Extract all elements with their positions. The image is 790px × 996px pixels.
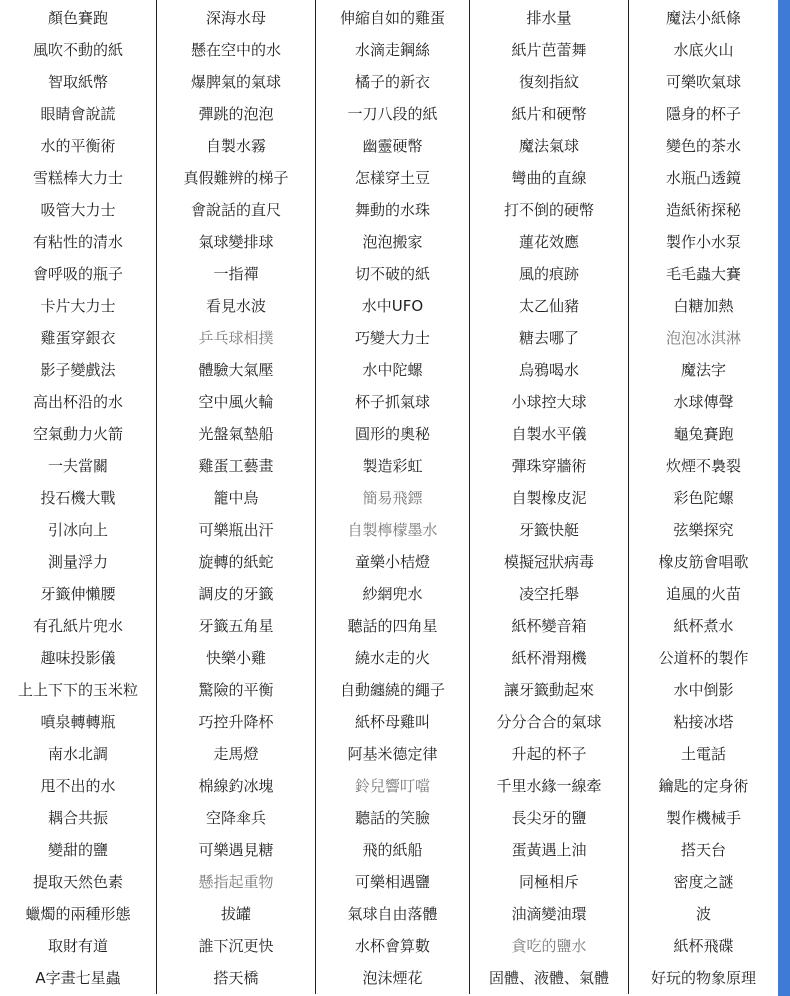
table-cell: 童樂小桔燈	[316, 546, 470, 578]
table-cell: 水球傳聲	[673, 392, 734, 411]
table-cell: 製造彩虹	[316, 450, 470, 482]
table-cell: 鈴兒響叮噹	[316, 770, 470, 802]
table-cell: 變甜的鹽	[0, 834, 157, 866]
table-cell: 甩不出的水	[0, 770, 157, 802]
table-cell: 毛毛蟲大賽	[665, 264, 741, 283]
table-cell: 排水量	[470, 2, 629, 34]
table-cell: 巧控升降杯	[157, 706, 316, 738]
table-cell: 切不破的紙	[316, 258, 470, 290]
table-cell: 彈珠穿牆術	[470, 450, 629, 482]
table-cell: 紙杯飛碟	[673, 936, 734, 955]
table-cell: 自製水霧	[157, 130, 316, 162]
table-cell: 搭天台	[680, 840, 726, 859]
table-cell: 有粘性的清水	[0, 226, 157, 258]
table-cell: 追風的火苗	[665, 584, 741, 603]
table-cell: 驚險的平衡	[157, 674, 316, 706]
table-cell: 一刀八段的紙	[316, 98, 470, 130]
table-cell: 分分合合的氣球	[470, 706, 629, 738]
table-cell: 影子變戲法	[0, 354, 157, 386]
table-cell: 自製檸檬墨水	[316, 514, 470, 546]
table-cell: 繞水走的火	[316, 642, 470, 674]
table-cell: 飛的紙船	[316, 834, 470, 866]
table-cell: 紙杯煮水	[673, 616, 734, 635]
table-cell: 製作機械手	[665, 808, 741, 827]
table-cell: 長尖牙的鹽	[470, 802, 629, 834]
table-cell: 引冰向上	[0, 514, 157, 546]
table-cell: 魔法字	[680, 360, 726, 379]
table-cell: 白糖加熱	[673, 296, 734, 315]
table-cell: 彩色陀螺	[673, 488, 734, 507]
table-cell: 泡泡搬家	[316, 226, 470, 258]
table-cell: 牙籤伸懶腰	[0, 578, 157, 610]
table-cell: 油滴變油環	[470, 898, 629, 930]
table-cell: 調皮的牙籤	[157, 578, 316, 610]
table-cell: 舞動的水珠	[316, 194, 470, 226]
table-cell: 體驗大氣壓	[157, 354, 316, 386]
table-cell: 水中倒影	[673, 680, 734, 699]
table-cell: 烏鴉喝水	[470, 354, 629, 386]
table-cell: 可樂吹氣球	[665, 72, 741, 91]
table-cell: 高出杯沿的水	[0, 386, 157, 418]
table-cell: 一夫當關	[0, 450, 157, 482]
table-cell: 可樂瓶出汗	[157, 514, 316, 546]
table-cell: 好玩的物象原理	[650, 968, 756, 987]
table-cell: 爆脾氣的氣球	[157, 66, 316, 98]
table-cell: 懸指起重物	[157, 866, 316, 898]
table-cell: 伸縮自如的雞蛋	[316, 2, 470, 34]
table-cell: 氣球變排球	[157, 226, 316, 258]
table-cell: A字畫七星蟲	[0, 962, 157, 994]
table-cell: 棉線釣冰塊	[157, 770, 316, 802]
table-cell: 水中陀螺	[316, 354, 470, 386]
table-cell: 幽靈硬幣	[316, 130, 470, 162]
table-cell: 噴泉轉轉瓶	[0, 706, 157, 738]
table-cell: 真假難辨的梯子	[157, 162, 316, 194]
table-cell: 粘接冰塔	[673, 712, 734, 731]
table-cell: 紙杯滑翔機	[470, 642, 629, 674]
table-cell: 空氣動力火箭	[0, 418, 157, 450]
table-cell: 光盤氣墊船	[157, 418, 316, 450]
table-cell: 卡片大力士	[0, 290, 157, 322]
table-cell: 波	[695, 904, 711, 923]
table-cell: 聽話的笑臉	[316, 802, 470, 834]
table-cell: 讓牙籤動起來	[470, 674, 629, 706]
table-cell: 紙片芭蕾舞	[470, 34, 629, 66]
table-cell: 橘子的新衣	[316, 66, 470, 98]
table-cell: 龜兔賽跑	[673, 424, 734, 443]
table-cell: 紙片和硬幣	[470, 98, 629, 130]
table-cell: 固體、液體、氣體	[470, 962, 629, 994]
table-cell: 魔法氣球	[470, 130, 629, 162]
table-cell: 會呼吸的瓶子	[0, 258, 157, 290]
table-cell: 氣球自由落體	[316, 898, 470, 930]
table-cell: 炊煙不裊裂	[665, 456, 741, 475]
table-cell: 紙杯變音箱	[470, 610, 629, 642]
table-cell: 小球控大球	[470, 386, 629, 418]
table-cell: 打不倒的硬幣	[470, 194, 629, 226]
table-cell: 泡沫煙花	[316, 962, 470, 994]
table-cell: 籠中鳥	[157, 482, 316, 514]
table-cell: 弦樂探究	[673, 520, 734, 539]
table-cell: 紙杯母雞叫	[316, 706, 470, 738]
table-cell: 彈跳的泡泡	[157, 98, 316, 130]
table-cell: 千里水緣一線牽	[470, 770, 629, 802]
table-cell: 測量浮力	[0, 546, 157, 578]
table-cell: 一指禪	[157, 258, 316, 290]
table-cell: 造紙術探秘	[665, 200, 741, 219]
table-cell: 製作小水泵	[665, 232, 741, 251]
table-cell: 可樂遇見糖	[157, 834, 316, 866]
table-cell: 誰下沉更快	[157, 930, 316, 962]
table-cell: 凌空托舉	[470, 578, 629, 610]
table-cell: 拔罐	[157, 898, 316, 930]
table-cell: 眼睛會說謊	[0, 98, 157, 130]
table-cell: 聽話的四角星	[316, 610, 470, 642]
table-cell: 搭天橋	[157, 962, 316, 994]
table-cell: 智取紙幣	[0, 66, 157, 98]
table-cell: 懸在空中的水	[157, 34, 316, 66]
table-cell: 有孔紙片兜水	[0, 610, 157, 642]
table-cell: 怎樣穿土豆	[316, 162, 470, 194]
table-cell: 吸管大力士	[0, 194, 157, 226]
table-cell: 雞蛋工藝畫	[157, 450, 316, 482]
table-cell: 貪吃的鹽水	[470, 930, 629, 962]
table-cell: 密度之謎	[673, 872, 734, 891]
table-cell: 變色的茶水	[665, 136, 741, 155]
table-cell: 取財有道	[0, 930, 157, 962]
table-cell: 蠟燭的兩種形態	[0, 898, 157, 930]
table-cell: 蓮花效應	[470, 226, 629, 258]
table-cell: 杯子抓氣球	[316, 386, 470, 418]
table-cell: 水瓶凸透鏡	[665, 168, 741, 187]
table-cell: 看見水波	[157, 290, 316, 322]
table-cell: 隱身的杯子	[665, 104, 741, 123]
table-cell: 風吹不動的紙	[0, 34, 157, 66]
table-cell: 土電話	[680, 744, 726, 763]
table-cell: 同極相斥	[470, 866, 629, 898]
table-cell: 自製橡皮泥	[470, 482, 629, 514]
table-cell: 走馬燈	[157, 738, 316, 770]
table-cell: 雞蛋穿銀衣	[0, 322, 157, 354]
table-cell: 乒乓球相撲	[157, 322, 316, 354]
table-cell: 空中風火輪	[157, 386, 316, 418]
table-cell: 提取天然色素	[0, 866, 157, 898]
table-cell: 耦合共振	[0, 802, 157, 834]
table-cell: 牙籤快艇	[470, 514, 629, 546]
table-cell: 空降傘兵	[157, 802, 316, 834]
table-cell: 可樂相遇鹽	[316, 866, 470, 898]
table-cell: 圓形的奧秘	[316, 418, 470, 450]
table-cell: 糖去哪了	[470, 322, 629, 354]
table-cell: 升起的杯子	[470, 738, 629, 770]
table-cell: 魔法小紙條	[665, 8, 741, 27]
table-cell: 橡皮筋會唱歌	[658, 552, 749, 571]
table-cell: 阿基米德定律	[316, 738, 470, 770]
table-cell: 太乙仙豬	[470, 290, 629, 322]
table-cell: 模擬冠狀病毒	[470, 546, 629, 578]
table-cell: 旋轉的紙蛇	[157, 546, 316, 578]
table-cell: 自製水平儀	[470, 418, 629, 450]
table-cell: 快樂小雞	[157, 642, 316, 674]
table-cell: 南水北調	[0, 738, 157, 770]
table-cell: 水的平衡術	[0, 130, 157, 162]
table-cell: 上上下下的玉米粒	[0, 674, 157, 706]
table-cell: 泡泡冰淇淋	[665, 328, 741, 347]
table-cell: 水杯會算數	[316, 930, 470, 962]
table-cell: 巧變大力士	[316, 322, 470, 354]
table-cell: 彎曲的直線	[470, 162, 629, 194]
table-cell: 水滴走鋼絲	[316, 34, 470, 66]
table-cell: 蛋黃遇上油	[470, 834, 629, 866]
table-cell: 深海水母	[157, 2, 316, 34]
table-cell: 復刻指紋	[470, 66, 629, 98]
table-cell: 趣味投影儀	[0, 642, 157, 674]
table-cell: 紗網兜水	[316, 578, 470, 610]
table-cell: 簡易飛鏢	[316, 482, 470, 514]
table-cell: 公道杯的製作	[658, 648, 749, 667]
table-cell: 雪糕棒大力士	[0, 162, 157, 194]
table-cell: 鑰匙的定身術	[658, 776, 749, 795]
table-cell: 風的痕跡	[470, 258, 629, 290]
table-cell: 顏色賽跑	[0, 2, 157, 34]
table-cell: 水中UFO	[316, 290, 470, 322]
table-cell: 會說話的直尺	[157, 194, 316, 226]
table-cell: 水底火山	[673, 40, 734, 59]
table-cell: 牙籤五角星	[157, 610, 316, 642]
table-cell: 投石機大戰	[0, 482, 157, 514]
table-cell: 自動纏繞的繩子	[316, 674, 470, 706]
